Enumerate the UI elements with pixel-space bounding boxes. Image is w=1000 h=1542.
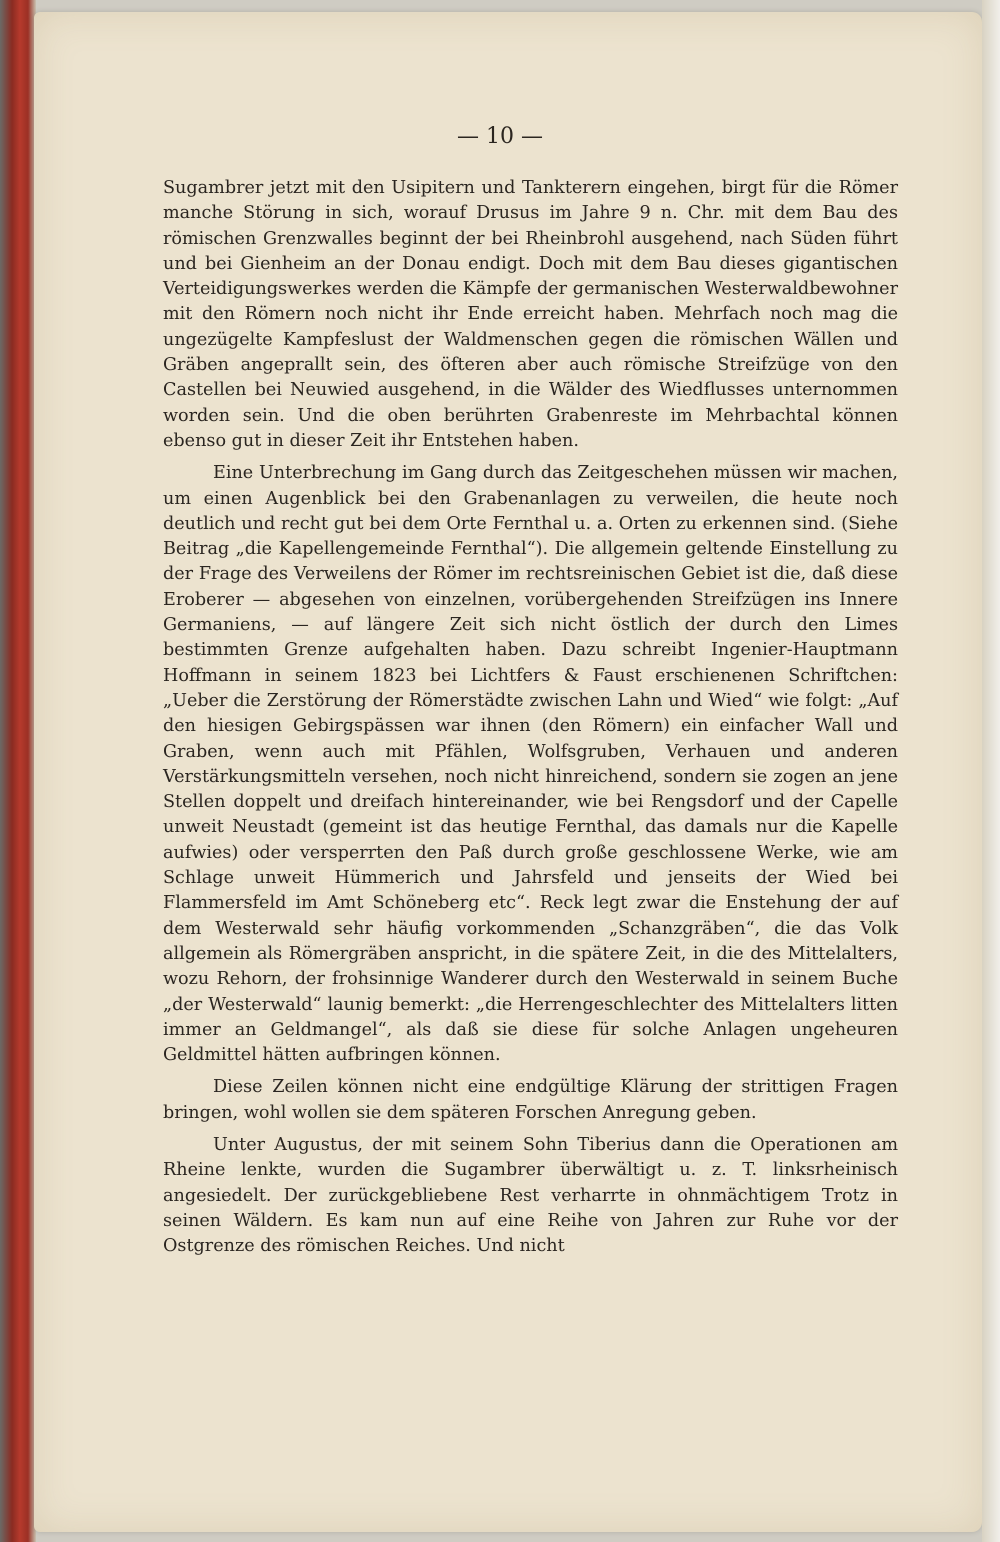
paragraph: Unter Augustus, der mit seinem Sohn Tiberius dann die Operationen am Rheine lenkte, wurden die Sugambrer überwältigt u. z. T. linksrheinisch angesiedelt. Der zurückgebliebene Rest verharrte in ohnmächtigem Trotz in seinen Wäldern. Es kam nun auf eine Reihe von Jahren zur Ruhe vor der Ostgrenze des römischen Reiches. Und nicht bbox=[163, 1134, 898, 1257]
paragraph: Diese Zeilen können nicht eine endgültige Klärung der strittigen Fragen bringen, wohl wollen sie dem späteren Forschen Anregung geben. bbox=[163, 1077, 898, 1123]
page-body-text bbox=[163, 176, 898, 1259]
page-number: — 10 — bbox=[457, 124, 543, 149]
book-spine-binding bbox=[0, 0, 36, 1542]
paragraph: Sugambrer jetzt mit den Usipitern und Tankterern eingehen, birgt für die Römer manche Störung in sich, worauf Drusus im Jahre 9 n. Chr. mit dem Bau des römischen Grenzwalles beginnt der bei Rheinbrohl ausgehend, nach Süden führt und bei Gienheim an der Donau endigt. Doch mit dem Bau dieses gigantischen Verteidigungswerkes werden die Kämpfe der germanischen Westerwaldbewohner mit den Römern noch nicht ihr Ende erreicht haben. Mehrfach noch mag die ungezügelte Kampfeslust der Waldmenschen gegen die römischen Wällen und Gräben angeprallt sein, des öfteren aber auch römische Streifzüge von den Castellen bei Neuwied ausgehend, in die Wälder des Wiedflusses unternommen worden sein. Und die oben berührten Grabenreste im Mehrbachtal können ebenso gut in dieser Zeit ihr Entstehen haben. bbox=[163, 178, 898, 451]
paragraph: Eine Unterbrechung im Gang durch das Zeitgeschehen müssen wir machen, um einen Augenblick bei den Grabenanlagen zu verweilen, die heute noch deutlich und recht gut bei dem Orte Fernthal u. a. Orten zu erkennen sind. (Siehe Beitrag „die Kapellengemeinde Fernthal“). Die allgemein geltende Einstellung zu der Frage des Verweilens der Römer im rechtsreinischen Gebiet ist die, daß diese Eroberer — abgesehen von einzelnen, vorübergehenden Streifzügen ins Innere Germaniens, — auf längere Zeit sich nicht östlich der durch den Limes bestimmten Grenze aufgehalten haben. Dazu schreibt Ingenier-Hauptmann Hoffmann in seinem 1823 bei Lichtfers & Faust erschienenen Schriftchen: „Ueber die Zerstörung der Römerstädte zwischen Lahn und Wied“ wie folgt: „Auf den hiesigen Gebirgspässen war ihnen (den Römern) ein einfacher Wall und Graben, wenn auch mit Pfählen, Wolfsgruben, Verhauen und anderen Verstärkungsmitteln versehen, noch nicht hinreichend, sondern sie zogen an jene Stellen doppelt und dreifach hintereinander, wie bei Rengsdorf und der Capelle unweit Neustadt (gemeint ist das heutige Fernthal, das damals nur die Kapelle aufwies) oder versperrten den Paß durch große geschlossene Werke, wie am Schlage unweit Hümmerich und Jahrsfeld und jenseits der Wied bei Flammersfeld im Amt Schöneberg etc“. Reck legt zwar die Enstehung der auf dem Westerwald sehr häufig vorkommenden „Schanzgräben“, die das Volk allgemein als Römergräben anspricht, in die spätere Zeit, in die des Mittelalters, wozu Rehorn, der frohsinnige Wanderer durch den Westerwald in seinem Buche „der Westerwald“ launig bemerkt: „die Herrengeschlechter des Mittelalters litten immer an Geldmangel“, als daß sie diese für solche Anlagen ungeheuren Geldmittel hätten aufbringen können. bbox=[163, 463, 898, 1066]
page-edge bbox=[982, 0, 1000, 1542]
